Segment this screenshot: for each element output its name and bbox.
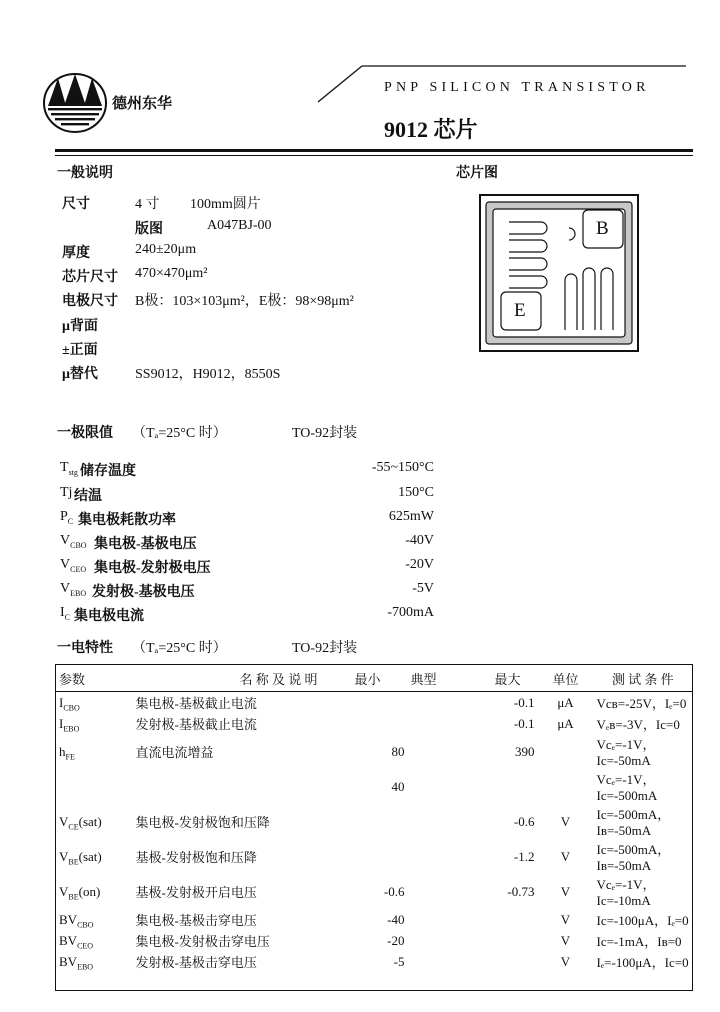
rating-symbol: $V_{CEO}$ — [60, 557, 87, 574]
general-value: 4 寸 — [135, 197, 160, 212]
cell-unit: V — [560, 813, 571, 829]
company-name: 德州东华 — [112, 96, 173, 112]
rating-symbol: Tj — [60, 485, 73, 500]
cell-typ — [408, 839, 478, 874]
table-row — [56, 734, 693, 769]
rating-value: -55~150°C — [371, 460, 434, 475]
chip-label-base: B — [596, 218, 609, 239]
general-section-title: 一般说明 — [57, 166, 113, 181]
cell-desc: 直流电流增益 — [135, 745, 214, 760]
cell-unit: V — [560, 848, 571, 864]
chip-map — [479, 194, 639, 354]
cell-param: $V_{BE}(on)$ — [59, 883, 101, 902]
cell-min: -20 — [387, 932, 405, 948]
rating-value: 150°C — [398, 485, 434, 500]
table-row — [56, 804, 693, 839]
rating-symbol: $V_{EBO}$ — [60, 581, 87, 598]
cell-min — [328, 692, 408, 714]
cell-max: -0.1 — [513, 715, 535, 731]
rating-label: 集电极-基极电压 — [94, 537, 197, 552]
cell-cond: Iₑ=-100μA，Iс=0 — [596, 955, 689, 970]
rating-label: 储存温度 — [80, 464, 136, 479]
rating-value: -20V — [405, 557, 434, 572]
cell-param: $I_{CBO}$ — [59, 694, 80, 713]
header-param: 参数 — [56, 665, 133, 692]
cell-param: $V_{BE}(sat)$ — [59, 848, 102, 867]
cell-max: -0.73 — [507, 883, 535, 899]
rating-label: 发射极-基极电压 — [92, 585, 195, 600]
cell-max — [478, 769, 538, 804]
cell-min: 40 — [391, 778, 405, 794]
cell-param: $BV_{EBO}$ — [59, 953, 94, 972]
header-cond: 测 试 条 件 — [594, 665, 693, 692]
cell-desc: 集电极-发射极饱和压降 — [135, 815, 270, 830]
general-label: 电极尺寸 — [62, 294, 118, 309]
rating-value: -5V — [412, 581, 434, 596]
general-label: μ替代 — [62, 367, 98, 382]
cell-min — [328, 804, 408, 839]
cell-min: -0.6 — [383, 883, 405, 899]
table-row — [56, 909, 693, 930]
cell-min: -5 — [393, 953, 405, 969]
ratings-section-title: 一极限值 — [57, 426, 113, 441]
chip-map-title: 芯片图 — [456, 166, 498, 181]
rating-symbol: $T_{stg}$ — [60, 460, 78, 477]
divider-thin — [55, 155, 693, 156]
rating-label: 结温 — [74, 489, 102, 504]
cell-desc: 发射极-基极截止电流 — [135, 717, 257, 732]
header-min: 最小 — [328, 665, 408, 692]
cell-unit — [538, 769, 594, 804]
table-row — [56, 930, 693, 951]
cell-max — [478, 930, 538, 951]
rating-symbol: $V_{CBO}$ — [60, 533, 87, 550]
table-row — [56, 839, 693, 874]
cell-desc: 发射极-基极击穿电压 — [135, 955, 257, 970]
cell-cond: Vсₑ=-1V，Iс=-500mA — [596, 772, 658, 803]
ratings-condition: （Tₐ=25°C 时） — [132, 426, 227, 441]
cell-desc: 集电极-发射极击穿电压 — [135, 934, 270, 949]
rating-label: 集电极-发射极电压 — [94, 561, 211, 576]
header-typ: 典型 — [408, 665, 478, 692]
cell-min: -40 — [387, 911, 405, 927]
table-row — [56, 713, 693, 734]
general-label: 尺寸 — [62, 197, 90, 212]
rating-value: -700mA — [387, 605, 434, 620]
cell-param: $BV_{CBO}$ — [59, 911, 94, 930]
header-unit: 单位 — [538, 665, 594, 692]
table-row — [56, 692, 693, 714]
general-label: μ背面 — [62, 319, 98, 334]
cell-unit: V — [560, 883, 571, 899]
cell-typ — [408, 713, 478, 734]
cell-min — [328, 839, 408, 874]
cell-max: -0.1 — [513, 694, 535, 710]
general-value: SS9012，H9012，8550S — [135, 367, 281, 382]
cell-desc: 基极-发射极饱和压降 — [135, 850, 257, 865]
cell-max: -1.2 — [513, 848, 535, 864]
table-row — [56, 874, 693, 909]
electrical-table — [55, 664, 693, 991]
company-logo — [42, 72, 108, 134]
general-value: 470×470μm² — [135, 266, 208, 281]
general-value: B极：103×103μm²，E极：98×98μm² — [135, 294, 354, 309]
cell-unit — [538, 734, 594, 769]
table-row — [56, 951, 693, 991]
electrical-condition: （Tₐ=25°C 时） — [132, 641, 227, 656]
general-extra: A047BJ-00 — [207, 218, 272, 233]
header-max: 最大 — [478, 665, 538, 692]
cell-cond: Vсв=-25V，Iₑ=0 — [596, 696, 687, 711]
cell-param: $I_{EBO}$ — [59, 715, 80, 734]
electrical-section-title: 一电特性 — [57, 641, 113, 656]
cell-param — [56, 769, 133, 804]
cell-unit: V — [560, 911, 571, 927]
cell-unit: V — [560, 953, 571, 969]
general-label: ±正面 — [62, 343, 98, 358]
chip-label-emitter: E — [514, 300, 526, 321]
cell-typ — [408, 734, 478, 769]
cell-cond: Vₑв=-3V，Iс=0 — [596, 717, 680, 732]
cell-typ — [408, 930, 478, 951]
cell-unit: V — [560, 932, 571, 948]
divider-top — [55, 149, 693, 152]
cell-max — [478, 909, 538, 930]
rating-value: 625mW — [388, 509, 434, 524]
cell-desc: 集电极-基极击穿电压 — [135, 913, 257, 928]
cell-param: $V_{CE}(sat)$ — [59, 813, 102, 832]
general-value: 240±20μm — [135, 242, 197, 257]
cell-desc: 集电极-基极截止电流 — [135, 696, 257, 711]
rating-label: 集电极耗散功率 — [78, 513, 176, 528]
rating-symbol: $P_C$ — [60, 509, 74, 526]
rating-value: -40V — [405, 533, 434, 548]
table-header-row — [56, 665, 693, 692]
general-label: 芯片尺寸 — [62, 270, 118, 285]
cell-typ — [408, 951, 478, 991]
cell-typ — [408, 804, 478, 839]
general-extra: 100mm圆片 — [190, 197, 261, 212]
electrical-package: TO-92封装 — [292, 641, 358, 656]
cell-param: $h_{FE}$ — [59, 743, 75, 762]
rating-symbol: $I_C$ — [60, 605, 71, 622]
cell-param: $BV_{CEO}$ — [59, 932, 94, 951]
product-family: PNP SILICON TRANSISTOR — [384, 80, 650, 95]
cell-max: -0.6 — [513, 813, 535, 829]
cell-desc — [133, 769, 328, 804]
cell-cond: Iс=-1mA，Iв=0 — [596, 934, 682, 949]
rating-label: 集电极电流 — [74, 609, 144, 624]
cell-cond: Iс=-500mA，Iв=-50mA — [596, 842, 671, 873]
cell-cond: Vсₑ=-1V，Iс=-10mA — [596, 877, 656, 908]
cell-unit: μA — [557, 694, 574, 710]
cell-max: 390 — [515, 743, 535, 759]
cell-typ — [408, 909, 478, 930]
general-label: 版图 — [135, 222, 163, 237]
cell-typ — [408, 692, 478, 714]
table-row — [56, 769, 693, 804]
cell-cond: Iс=-500mA，Iв=-50mA — [596, 807, 671, 838]
general-label: 厚度 — [62, 246, 90, 261]
cell-min: 80 — [391, 743, 405, 759]
cell-cond: Vсₑ=-1V，Iс=-50mA — [596, 737, 656, 768]
cell-unit: μA — [557, 715, 574, 731]
cell-cond: Iс=-100μA，Iₑ=0 — [596, 913, 689, 928]
cell-min — [328, 713, 408, 734]
cell-desc: 基极-发射极开启电压 — [135, 885, 257, 900]
part-title: 9012 芯片 — [384, 117, 478, 142]
ratings-package: TO-92封装 — [292, 426, 358, 441]
header-desc: 名 称 及 说 明 — [133, 665, 328, 692]
cell-max — [478, 951, 538, 991]
cell-typ — [408, 874, 478, 909]
cell-typ — [408, 769, 478, 804]
